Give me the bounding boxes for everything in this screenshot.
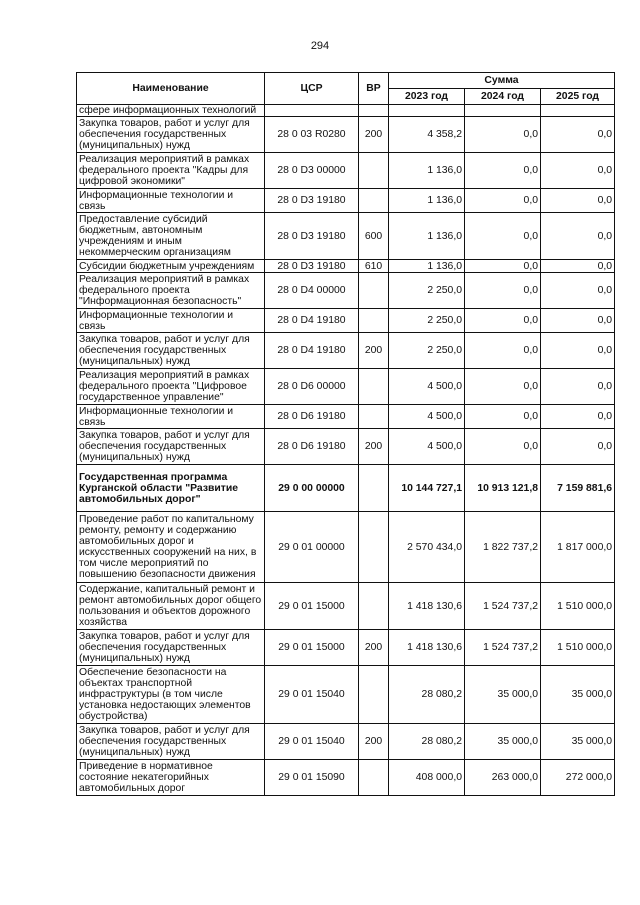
table-row: [77, 189, 615, 213]
row-amount-2023: 4 500,0: [389, 405, 465, 429]
row-amount-2025: 35 000,0: [541, 666, 615, 724]
row-amount-2023: 4 500,0: [389, 369, 465, 405]
row-amount-2025: 0,0: [541, 429, 615, 465]
row-amount-2023: 10 144 727,1: [389, 465, 465, 512]
row-csr-code: 28 0 D4 00000: [265, 273, 359, 309]
header-year-2023: 2023 год: [389, 89, 465, 105]
table-row: [77, 583, 615, 630]
row-amount-2023: 1 136,0: [389, 189, 465, 213]
row-csr-code: 28 0 D6 19180: [265, 429, 359, 465]
row-name: Предоставление субсидий бюджетным, автономным учреждениям и иным некоммерческим организациям: [77, 213, 265, 260]
row-amount-2023: 2 250,0: [389, 273, 465, 309]
row-amount-2023: 4 500,0: [389, 429, 465, 465]
row-name: Обеспечение безопасности на объектах транспортной инфраструктуры (в том числе установка недостающих элементов обустройства): [77, 666, 265, 724]
row-amount-2025: 272 000,0: [541, 760, 615, 796]
row-csr-code: 29 0 01 15040: [265, 724, 359, 760]
row-vr-code: [359, 369, 389, 405]
row-name: Содержание, капитальный ремонт и ремонт автомобильных дорог общего пользования и объектов дорожного хозяйства: [77, 583, 265, 630]
row-amount-2023: 2 570 434,0: [389, 512, 465, 583]
header-sum: Сумма: [389, 73, 615, 89]
row-amount-2025: 0,0: [541, 369, 615, 405]
row-csr-code: 28 0 D4 19180: [265, 333, 359, 369]
row-amount-2024: 0,0: [465, 213, 541, 260]
row-vr-code: 600: [359, 213, 389, 260]
row-amount-2025: 0,0: [541, 260, 615, 273]
row-csr-code: 28 0 D3 19180: [265, 260, 359, 273]
row-amount-2025: 0,0: [541, 333, 615, 369]
row-amount-2025: 1 510 000,0: [541, 630, 615, 666]
header-year-2024: 2024 год: [465, 89, 541, 105]
row-csr-code: 29 0 01 15000: [265, 583, 359, 630]
header-year-2025: 2025 год: [541, 89, 615, 105]
row-amount-2024: 0,0: [465, 260, 541, 273]
row-vr-code: 200: [359, 429, 389, 465]
row-csr-code: 28 0 D3 19180: [265, 189, 359, 213]
row-name: Приведение в нормативное состояние некатегорийных автомобильных дорог: [77, 760, 265, 796]
row-amount-2023: 28 080,2: [389, 724, 465, 760]
row-amount-2023: 408 000,0: [389, 760, 465, 796]
row-amount-2024: 0,0: [465, 273, 541, 309]
table-row: [77, 405, 615, 429]
row-amount-2023: 4 358,2: [389, 117, 465, 153]
row-csr-code: 28 0 03 R0280: [265, 117, 359, 153]
row-amount-2024: 35 000,0: [465, 666, 541, 724]
row-amount-2023: 1 136,0: [389, 153, 465, 189]
row-name: Проведение работ по капитальному ремонту, ремонту и содержанию автомобильных дорог и искусственных сооружений на них, в том числе мероприятий по повышению безопасности движения: [77, 512, 265, 583]
row-amount-2025: 0,0: [541, 213, 615, 260]
table-row: [77, 666, 615, 724]
row-csr-code: 28 0 D4 19180: [265, 309, 359, 333]
row-amount-2025: [541, 105, 615, 117]
row-amount-2025: 7 159 881,6: [541, 465, 615, 512]
row-csr-code: 28 0 D3 19180: [265, 213, 359, 260]
row-vr-code: [359, 189, 389, 213]
row-amount-2025: 0,0: [541, 153, 615, 189]
row-amount-2025: 0,0: [541, 405, 615, 429]
table-row: [77, 630, 615, 666]
page-number: 294: [310, 40, 330, 52]
row-name: Информационные технологии и связь: [77, 309, 265, 333]
row-csr-code: 29 0 01 15000: [265, 630, 359, 666]
header-name: Наименование: [77, 73, 265, 105]
table-row: [77, 760, 615, 796]
row-amount-2024: 263 000,0: [465, 760, 541, 796]
table-row: [77, 273, 615, 309]
row-amount-2023: 2 250,0: [389, 309, 465, 333]
row-name: Закупка товаров, работ и услуг для обеспечения государственных (муниципальных) нужд: [77, 333, 265, 369]
row-name: Закупка товаров, работ и услуг для обеспечения государственных (муниципальных) нужд: [77, 117, 265, 153]
row-amount-2025: 0,0: [541, 117, 615, 153]
row-amount-2024: 0,0: [465, 405, 541, 429]
row-csr-code: 29 0 00 00000: [265, 465, 359, 512]
table-row: [77, 213, 615, 260]
row-vr-code: [359, 309, 389, 333]
row-name: Закупка товаров, работ и услуг для обеспечения государственных (муниципальных) нужд: [77, 630, 265, 666]
table-row: [77, 724, 615, 760]
row-vr-code: 200: [359, 333, 389, 369]
row-vr-code: [359, 512, 389, 583]
row-amount-2024: 1 524 737,2: [465, 630, 541, 666]
row-amount-2024: 1 524 737,2: [465, 583, 541, 630]
row-csr-code: 29 0 01 00000: [265, 512, 359, 583]
row-amount-2024: 0,0: [465, 369, 541, 405]
row-vr-code: [359, 465, 389, 512]
row-amount-2025: 0,0: [541, 189, 615, 213]
row-amount-2023: 28 080,2: [389, 666, 465, 724]
row-csr-code: 28 0 D6 00000: [265, 369, 359, 405]
row-amount-2025: 0,0: [541, 309, 615, 333]
row-name: Реализация мероприятий в рамках федерального проекта "Информационная безопасность": [77, 273, 265, 309]
table-row: [77, 260, 615, 273]
row-vr-code: [359, 760, 389, 796]
row-amount-2024: 0,0: [465, 117, 541, 153]
row-amount-2024: 0,0: [465, 429, 541, 465]
table-row: [77, 333, 615, 369]
row-name: Информационные технологии и связь: [77, 405, 265, 429]
row-amount-2023: 1 136,0: [389, 260, 465, 273]
table-row: [77, 369, 615, 405]
row-amount-2025: 0,0: [541, 273, 615, 309]
row-csr-code: [265, 105, 359, 117]
row-csr-code: 28 0 D6 19180: [265, 405, 359, 429]
row-vr-code: 200: [359, 724, 389, 760]
table-row: [77, 309, 615, 333]
row-csr-code: 28 0 D3 00000: [265, 153, 359, 189]
row-csr-code: 29 0 01 15040: [265, 666, 359, 724]
header-vr: ВР: [359, 73, 389, 105]
table-row: [77, 429, 615, 465]
row-vr-code: [359, 666, 389, 724]
row-csr-code: 29 0 01 15090: [265, 760, 359, 796]
table-row: [77, 465, 615, 512]
row-amount-2024: 0,0: [465, 189, 541, 213]
row-name: Информационные технологии и связь: [77, 189, 265, 213]
row-vr-code: [359, 583, 389, 630]
row-name: сфере информационных технологий: [77, 105, 265, 117]
row-amount-2024: 10 913 121,8: [465, 465, 541, 512]
table-header: [77, 73, 615, 105]
row-amount-2024: 35 000,0: [465, 724, 541, 760]
table-body: [77, 105, 615, 796]
row-amount-2023: 1 136,0: [389, 213, 465, 260]
row-vr-code: 610: [359, 260, 389, 273]
row-name: Государственная программа Курганской области "Развитие автомобильных дорог": [77, 465, 265, 512]
table-row: [77, 153, 615, 189]
budget-table: [76, 72, 615, 796]
row-vr-code: 200: [359, 117, 389, 153]
row-vr-code: [359, 273, 389, 309]
row-amount-2025: 1 817 000,0: [541, 512, 615, 583]
row-amount-2023: 1 418 130,6: [389, 583, 465, 630]
row-amount-2025: 35 000,0: [541, 724, 615, 760]
row-vr-code: [359, 153, 389, 189]
row-amount-2024: 0,0: [465, 309, 541, 333]
table-row: [77, 512, 615, 583]
row-vr-code: [359, 405, 389, 429]
row-amount-2025: 1 510 000,0: [541, 583, 615, 630]
header-csr: ЦСР: [265, 73, 359, 105]
row-amount-2024: 0,0: [465, 333, 541, 369]
row-vr-code: [359, 105, 389, 117]
row-amount-2023: [389, 105, 465, 117]
row-amount-2023: 2 250,0: [389, 333, 465, 369]
table-row: [77, 117, 615, 153]
row-name: Закупка товаров, работ и услуг для обеспечения государственных (муниципальных) нужд: [77, 724, 265, 760]
row-amount-2023: 1 418 130,6: [389, 630, 465, 666]
row-vr-code: 200: [359, 630, 389, 666]
row-name: Реализация мероприятий в рамках федерального проекта "Цифровое государственное управление": [77, 369, 265, 405]
row-name: Реализация мероприятий в рамках федерального проекта "Кадры для цифровой экономики": [77, 153, 265, 189]
row-amount-2024: 1 822 737,2: [465, 512, 541, 583]
row-amount-2024: [465, 105, 541, 117]
row-amount-2024: 0,0: [465, 153, 541, 189]
row-name: Закупка товаров, работ и услуг для обеспечения государственных (муниципальных) нужд: [77, 429, 265, 465]
row-name: Субсидии бюджетным учреждениям: [77, 260, 265, 273]
table-row: [77, 105, 615, 117]
